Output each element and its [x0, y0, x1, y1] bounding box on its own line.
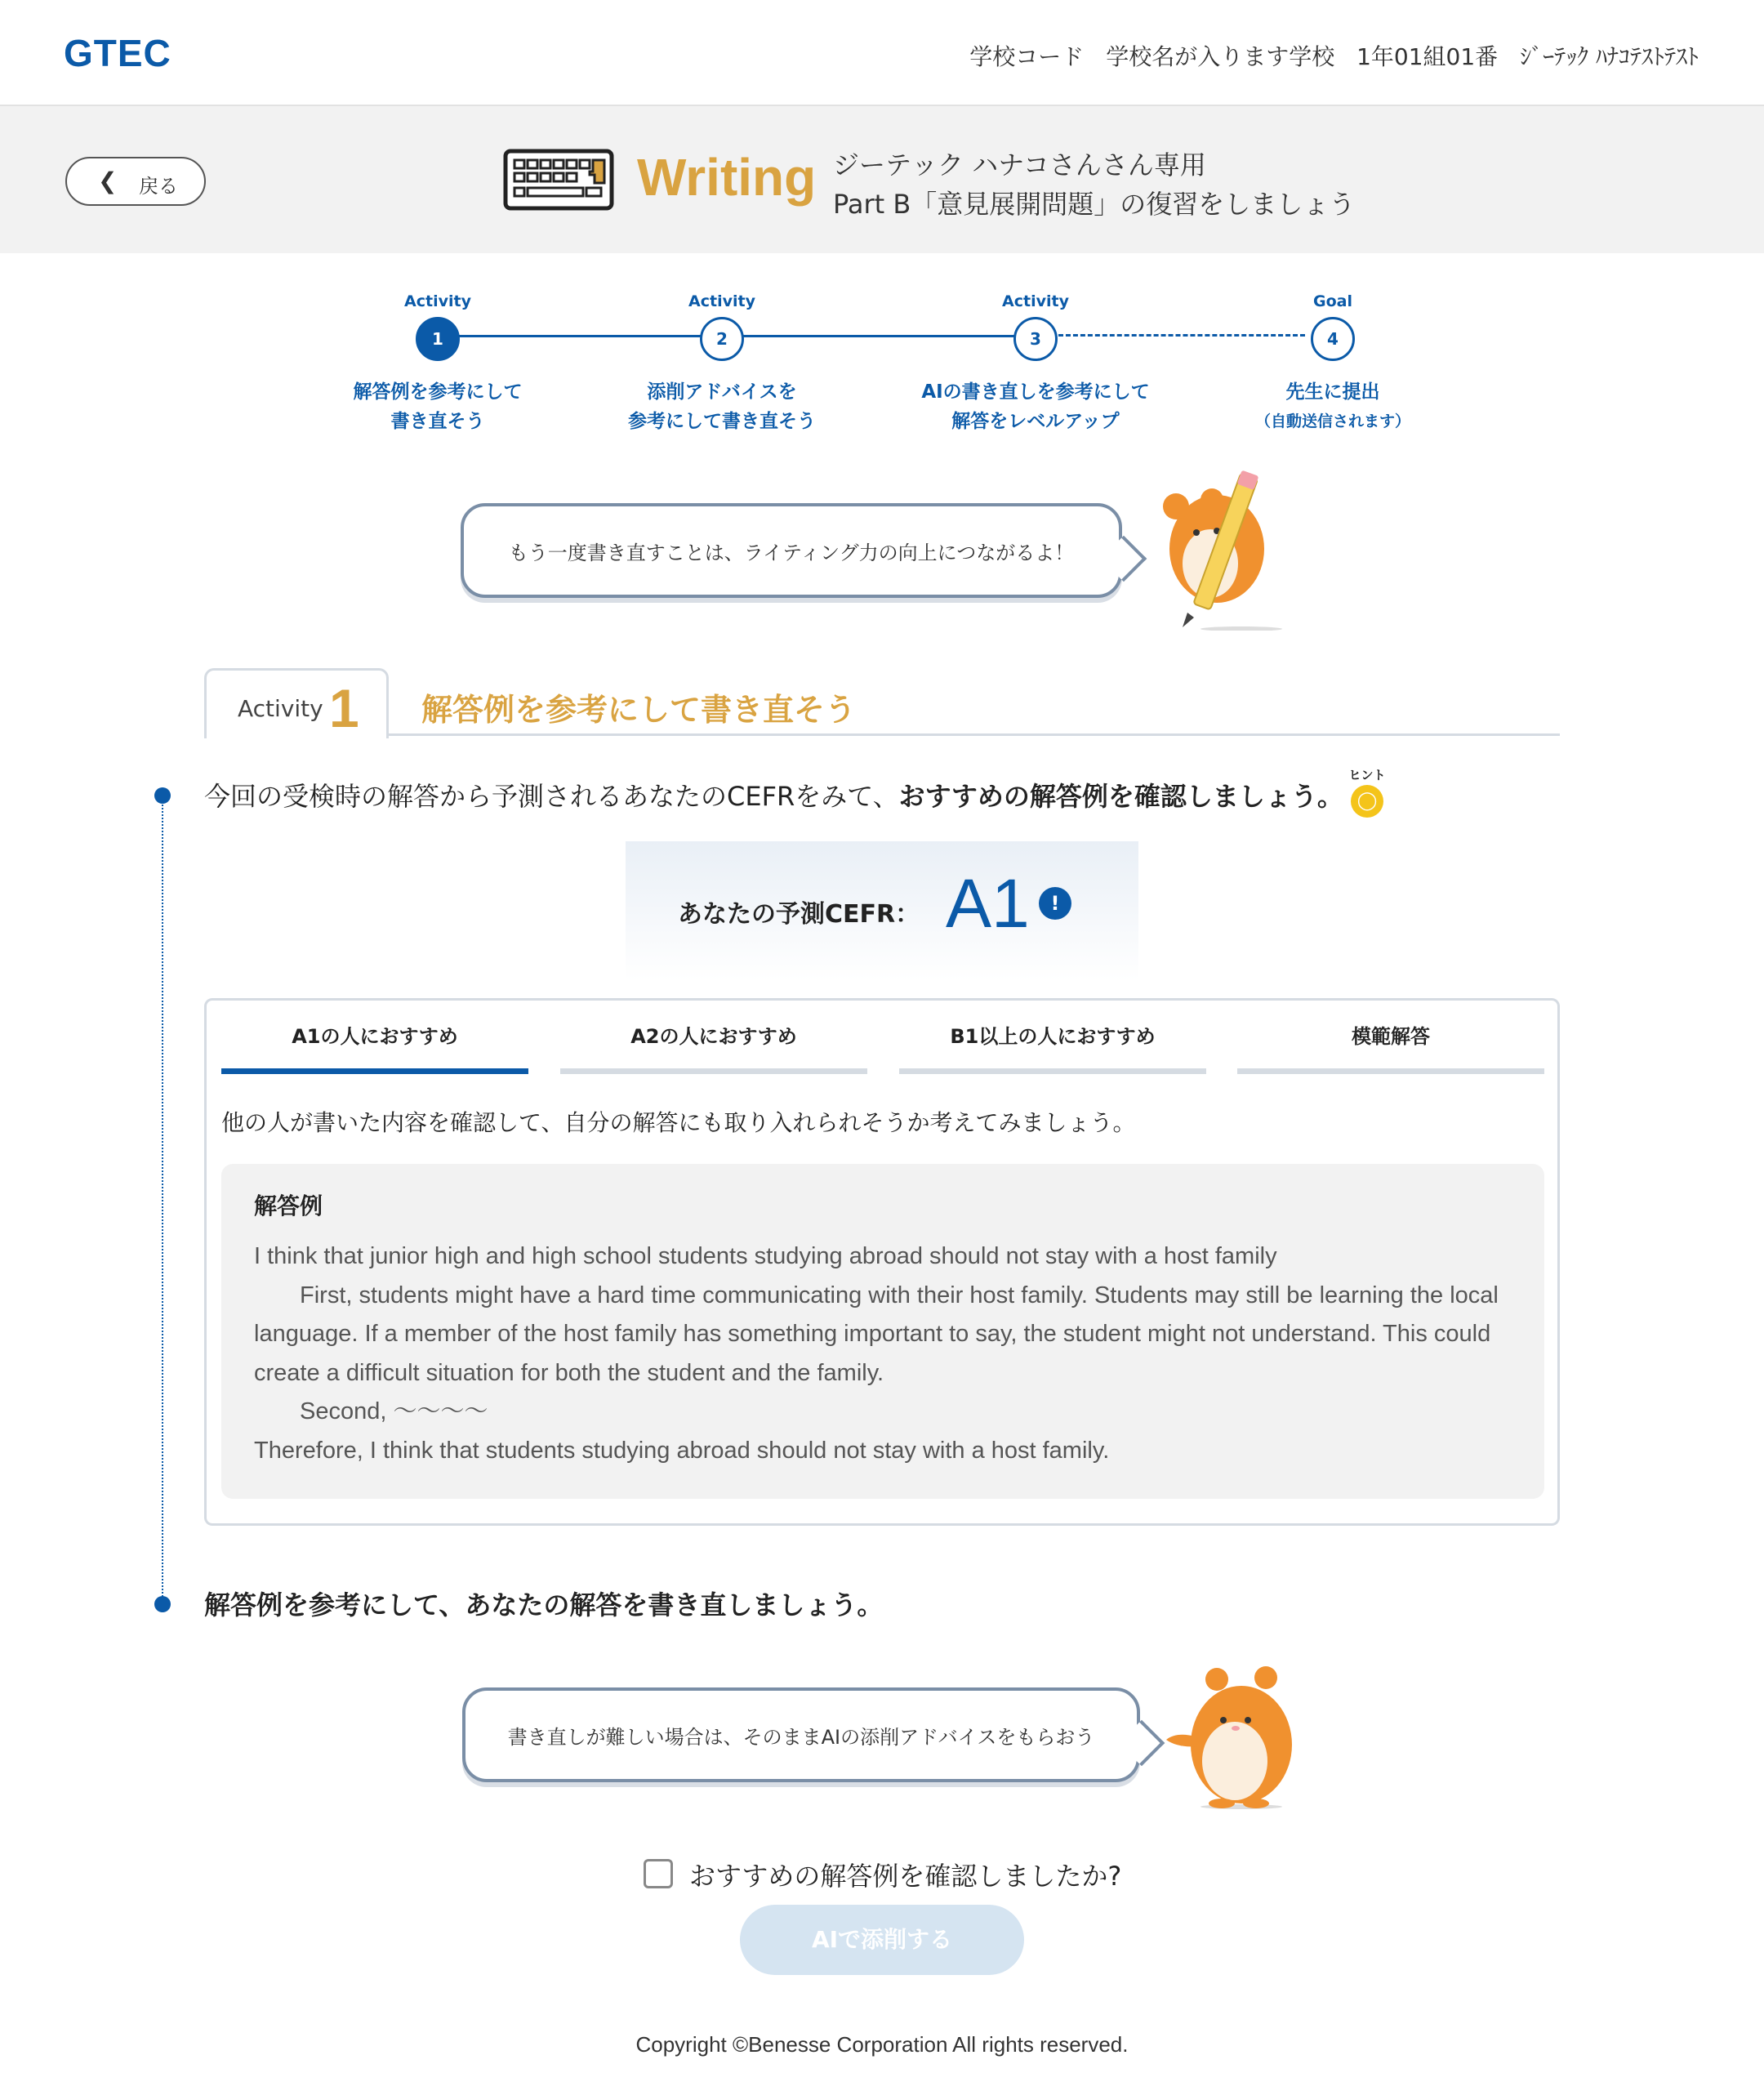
- sample-line: Therefore, I think that students studying abroad should not stay with a host family.: [254, 1437, 1110, 1464]
- tab-underline: [560, 1068, 867, 1074]
- step-caption-line: （自動送信されます）: [1254, 412, 1410, 430]
- step-activity-2: [599, 292, 844, 436]
- step-kind: Activity: [404, 292, 471, 310]
- step-activity-3: [913, 292, 1158, 436]
- speech-bubble-advice: [462, 1687, 1140, 1782]
- tab-b1[interactable]: [899, 1001, 1206, 1074]
- step-number: 3: [1013, 317, 1058, 361]
- sample-line: Second, 〜〜〜〜: [300, 1398, 488, 1424]
- activity-word: Activity: [238, 695, 323, 722]
- page-title: [833, 145, 1355, 224]
- step-caption-line: 添削アドバイスを: [647, 381, 797, 403]
- step-caption: [913, 377, 1158, 436]
- ai-correct-button[interactable]: AIで添削する: [740, 1905, 1024, 1975]
- tab-label: A2の人におすすめ: [630, 1025, 797, 1048]
- chevron-left-icon: ❮: [98, 167, 118, 194]
- back-button[interactable]: [65, 157, 206, 206]
- activity-tab: [204, 668, 389, 738]
- sample-answer-text: [254, 1237, 1528, 1470]
- section-title: Writing: [637, 148, 817, 207]
- activity-title: 解答例を参考にして書き直そう: [421, 692, 857, 728]
- hamster-mascot-pointing: [1160, 1663, 1307, 1810]
- class-info: 1年01組01番: [1356, 43, 1499, 70]
- timeline-line: [162, 805, 163, 1597]
- user-info: [955, 39, 1699, 72]
- bubble-text: 書き直しが難しい場合は、そのままAIの添削アドバイスをもらおう: [507, 1725, 1095, 1749]
- confirm-checkbox[interactable]: [644, 1859, 673, 1888]
- step-activity-1: [315, 292, 560, 436]
- keyboard-icon: [503, 149, 614, 211]
- panel-description: 他の人が書いた内容を確認して、自分の解答にも取り入れられそうか考えてみましょう。: [221, 1109, 1136, 1136]
- student-name: ｼﾞｰﾃｯｸ ﾊﾅｺﾃｽﾄﾃｽﾄ: [1520, 43, 1699, 70]
- hint-button[interactable]: [1348, 766, 1387, 818]
- title-line-2: Part B「意見展開問題」の復習をしましょう: [833, 189, 1356, 220]
- school-name: 学校名が入ります学校: [1106, 43, 1335, 70]
- step-goal: [1210, 292, 1455, 436]
- instruction-check-samples: [204, 776, 1343, 814]
- level-tabs: [221, 1001, 1544, 1074]
- sample-answers-panel: [204, 998, 1560, 1526]
- tab-underline: [1237, 1068, 1544, 1074]
- sample-answer-box: [221, 1164, 1544, 1499]
- tab-label: B1以上の人におすすめ: [950, 1025, 1156, 1048]
- cefr-value: A1: [946, 865, 1030, 942]
- sample-line: First, students might have a hard time communicating with their host family. Students may still be learning the local language. If a member of the host family has something important to say, the student might not understand. This could create a difficult situation for both the student and the family.: [254, 1282, 1499, 1386]
- title-bar: [0, 106, 1764, 253]
- confirm-checkbox-label[interactable]: おすすめの解答例を確認しましたか?: [689, 1861, 1122, 1892]
- sample-line: I think that junior high and high school students studying abroad should not stay with a host family: [254, 1243, 1277, 1269]
- cefr-label: あなたの予測CEFR：: [678, 900, 920, 929]
- timeline-dot: [154, 1596, 171, 1612]
- lightbulb-icon: ◯: [1351, 785, 1383, 818]
- tab-model-answer[interactable]: [1237, 1001, 1544, 1074]
- step-number: 4: [1311, 317, 1355, 361]
- bubble-text: もう一度書き直すことは、ライティング力の向上につながるよ！: [508, 541, 1075, 564]
- step-caption-line: 解答をレベルアップ: [951, 411, 1120, 432]
- step-number: 2: [700, 317, 744, 361]
- step-caption-line: 先生に提出: [1285, 381, 1380, 403]
- hint-label: ヒント: [1348, 768, 1386, 782]
- step-kind: Goal: [1313, 292, 1352, 310]
- step-kind: Activity: [1002, 292, 1069, 310]
- step-caption: [599, 377, 844, 436]
- step-caption-line: 参考にして書き直そう: [628, 411, 816, 432]
- tab-underline: [221, 1068, 528, 1074]
- copyright: Copyright ©Benesse Corporation All rights reserved.: [635, 2032, 1129, 2057]
- sample-heading: 解答例: [254, 1193, 323, 1219]
- back-label: 戻る: [139, 175, 178, 198]
- tab-label: 模範解答: [1352, 1025, 1430, 1048]
- step-caption-line: AIの書き直しを参考にして: [921, 381, 1150, 403]
- activity-divider: [389, 733, 1560, 736]
- step-number: 1: [416, 317, 460, 361]
- step-caption: [315, 377, 560, 436]
- gtec-logo[interactable]: GTEC: [64, 32, 172, 74]
- cefr-box: [626, 841, 1138, 980]
- instruction-plain: 今回の受検時の解答から予測されるあなたのCEFRをみて、: [204, 781, 899, 812]
- speech-bubble-encourage: [461, 503, 1122, 598]
- instruction-rewrite: 解答例を参考にして、あなたの解答を書き直しましょう。: [204, 1589, 884, 1621]
- instruction-bold: おすすめの解答例を確認しましょう。: [898, 781, 1343, 812]
- activity-number: 1: [329, 678, 359, 738]
- tab-underline: [899, 1068, 1206, 1074]
- step-caption-line: 解答例を参考にして: [353, 381, 523, 403]
- hamster-mascot-pencil: [1152, 467, 1290, 631]
- tab-a2[interactable]: [560, 1001, 867, 1074]
- title-line-1: ジーテック ハナコさんさん専用: [833, 149, 1206, 181]
- top-header: [0, 0, 1764, 106]
- step-caption: [1210, 377, 1455, 436]
- tab-label: A1の人におすすめ: [292, 1025, 458, 1048]
- timeline-dot: [154, 787, 171, 804]
- step-caption-line: 書き直そう: [390, 411, 485, 432]
- school-code: 学校コード: [969, 43, 1085, 70]
- tab-a1[interactable]: [221, 1001, 528, 1074]
- step-kind: Activity: [688, 292, 755, 310]
- info-icon[interactable]: !: [1039, 887, 1071, 920]
